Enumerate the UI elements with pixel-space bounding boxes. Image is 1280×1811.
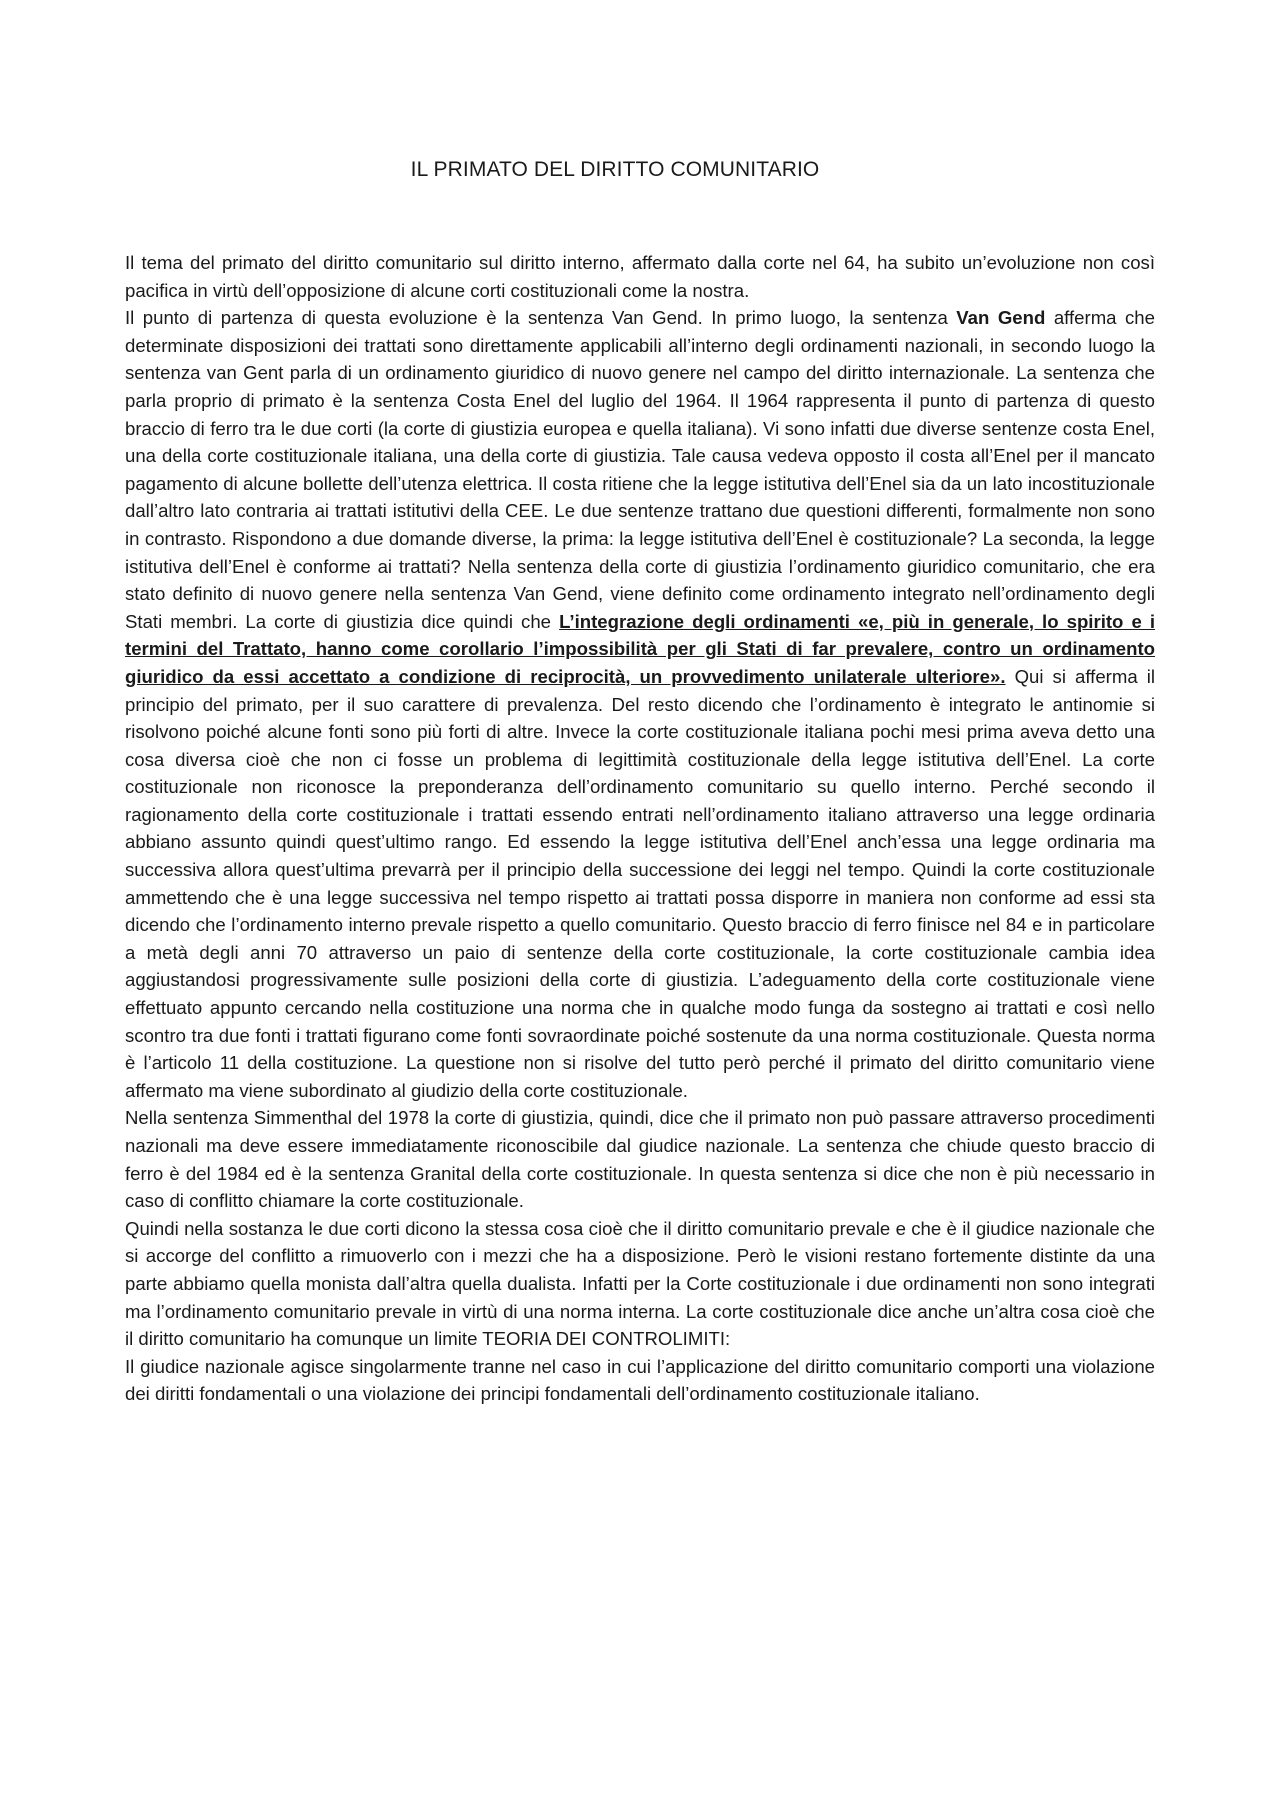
page-title: IL PRIMATO DEL DIRITTO COMUNITARIO (410, 158, 820, 181)
bold-term-van-gend: Van Gend (956, 307, 1046, 329)
text-segment: Qui si afferma il principio del primato, per il suo carattere di prevalenza. Del resto dicendo che l’ordinamento è integrato le antinomie si risolvono poiché alcune fonti sono più forti di altre. Invece la corte costituzionale italiana pochi mesi prima aveva detto una cosa diversa cioè che non ci fosse un problema di legittimità costituzionale della legge istitutiva dell’Enel. La corte costituzionale non riconosce la preponderanza dell’ordinamento comunitario su quello interno. Perché secondo il ragionamento della corte costituzionale i trattati essendo entrati nell’ordinamento italiano attraverso una legge ordinaria abbiano assunto quindi quest’ultimo rango. Ed essendo la legge istitutiva dell’Enel anch’essa una legge ordinaria ma successiva allora quest’ultima prevarrà per il principio della successione dei leggi nel tempo. Quindi la corte costituzionale ammettendo che è una legge successiva nel tempo rispetto ai trattati possa disporre in maniera non conforme ad essi sta dicendo che l’ordinamento interno prevale rispetto a quello comunitario. Questo braccio di ferro finisce nel 84 e in particolare a metà degli anni 70 attraverso un paio di sentenze della corte costituzionale, la corte costituzionale cambia idea aggiustandosi progressivamente sulle posizioni della corte di giustizia. L’adeguamento della corte costituzionale viene effettuato appunto cercando nella costituzione una norma che in qualche modo funga da sostegno ai trattati e così nello scontro tra due fonti i trattati figurano come fonti sovraordinate poiché sostenute da una norma costituzionale. Questa norma è l’articolo 11 della costituzione. La questione non si risolve del tutto però perché il primato del diritto comunitario viene affermato ma viene subordinato al giudizio della corte costituzionale. (125, 665, 1155, 1101)
paragraph-giudice-nazionale: Il giudice nazionale agisce singolarmente tranne nel caso in cui l’applicazione del diritto comunitario comporti una violazione dei diritti fondamentali o una violazione dei principi fondamentali dell’ordinamento costituzionale italiano. (125, 1355, 1155, 1405)
paragraph-intro: Il tema del primato del diritto comunitario sul diritto interno, affermato dalla corte nel 64, ha subito un’evoluzione non così pacifica in virtù dell’opposizione di alcune corti costituzionali come la nostra. (125, 252, 1155, 301)
document-body (125, 249, 1155, 1408)
text-segment: afferma che determinate disposizioni dei trattati sono direttamente applicabili all’interno degli ordinamenti nazionali, in secondo luogo la sentenza van Gent parla di un ordinamento giuridico di nuovo genere nel campo del diritto internazionale. La sentenza che parla proprio di primato è la sentenza Costa Enel del luglio del 1964. Il 1964 rappresenta il punto di partenza di questo braccio di ferro tra le due corti (la corte di giustizia europea e quella italiana). Vi sono infatti due diverse sentenze costa Enel, una della corte costituzionale italiana, una della corte di giustizia. Tale causa vedeva opposto il costa all’Enel per il mancato pagamento di alcune bollette dell’utenza elettrica. Il costa ritiene che la legge istitutiva dell’Enel sia da un lato incostituzionale dall’altro lato contraria ai trattati istitutivi della CEE. Le due sentenze trattano due questioni differenti, formalmente non sono in contrasto. Rispondono a due domande diverse, la prima: la legge istitutiva dell’Enel è costituzionale? La seconda, la legge istitutiva dell’Enel è conforme ai trattati? Nella sentenza della corte di giustizia l’ordinamento giuridico comunitario, che era stato definito di nuovo genere nella sentenza Van Gend, viene definito come ordinamento integrato nell’ordinamento degli Stati membri. La corte di giustizia dice quindi che (125, 307, 1155, 632)
text-segment: Il punto di partenza di questa evoluzione è la sentenza Van Gend. In primo luogo, la sentenza (125, 307, 957, 329)
paragraph-van-gend-costa-enel (125, 304, 1155, 1104)
paragraph-controlimiti: Quindi nella sostanza le due corti dicono la stessa cosa cioè che il diritto comunitario prevale e che è il giudice nazionale che si accorge del conflitto a rimuoverlo con i mezzi che ha a disposizione. Però le visioni restano fortemente distinte da una parte abbiamo quella monista dall’altra quella dualista. Infatti per la Corte costituzionale i due ordinamenti non sono integrati ma l’ordinamento comunitario prevale in virtù di una norma interna. La corte costituzionale dice anche un’altra cosa cioè che il diritto comunitario ha comunque un limite TEORIA DEI CONTROLIMITI: (125, 1217, 1155, 1350)
paragraph-simmenthal-granital: Nella sentenza Simmenthal del 1978 la corte di giustizia, quindi, dice che il primato non può passare attraverso procedimenti nazionali ma deve essere immediatamente riconoscibile dal giudice nazionale. La sentenza che chiude questo braccio di ferro è del 1984 ed è la sentenza Granital della corte costituzionale. In questa sentenza si dice che non è più necessario in caso di conflitto chiamare la corte costituzionale. (125, 1107, 1155, 1212)
quoted-ruling-highlight: L’integrazione degli ordinamenti «e, più in generale, lo spirito e i termini del Trattato, hanno come corollario l’impossibilità per gli Stati di far prevalere, contro un ordinamento giuridico da essi accettato a condizione di reciprocità, un provvedimento unilaterale ulteriore». (125, 610, 1155, 687)
